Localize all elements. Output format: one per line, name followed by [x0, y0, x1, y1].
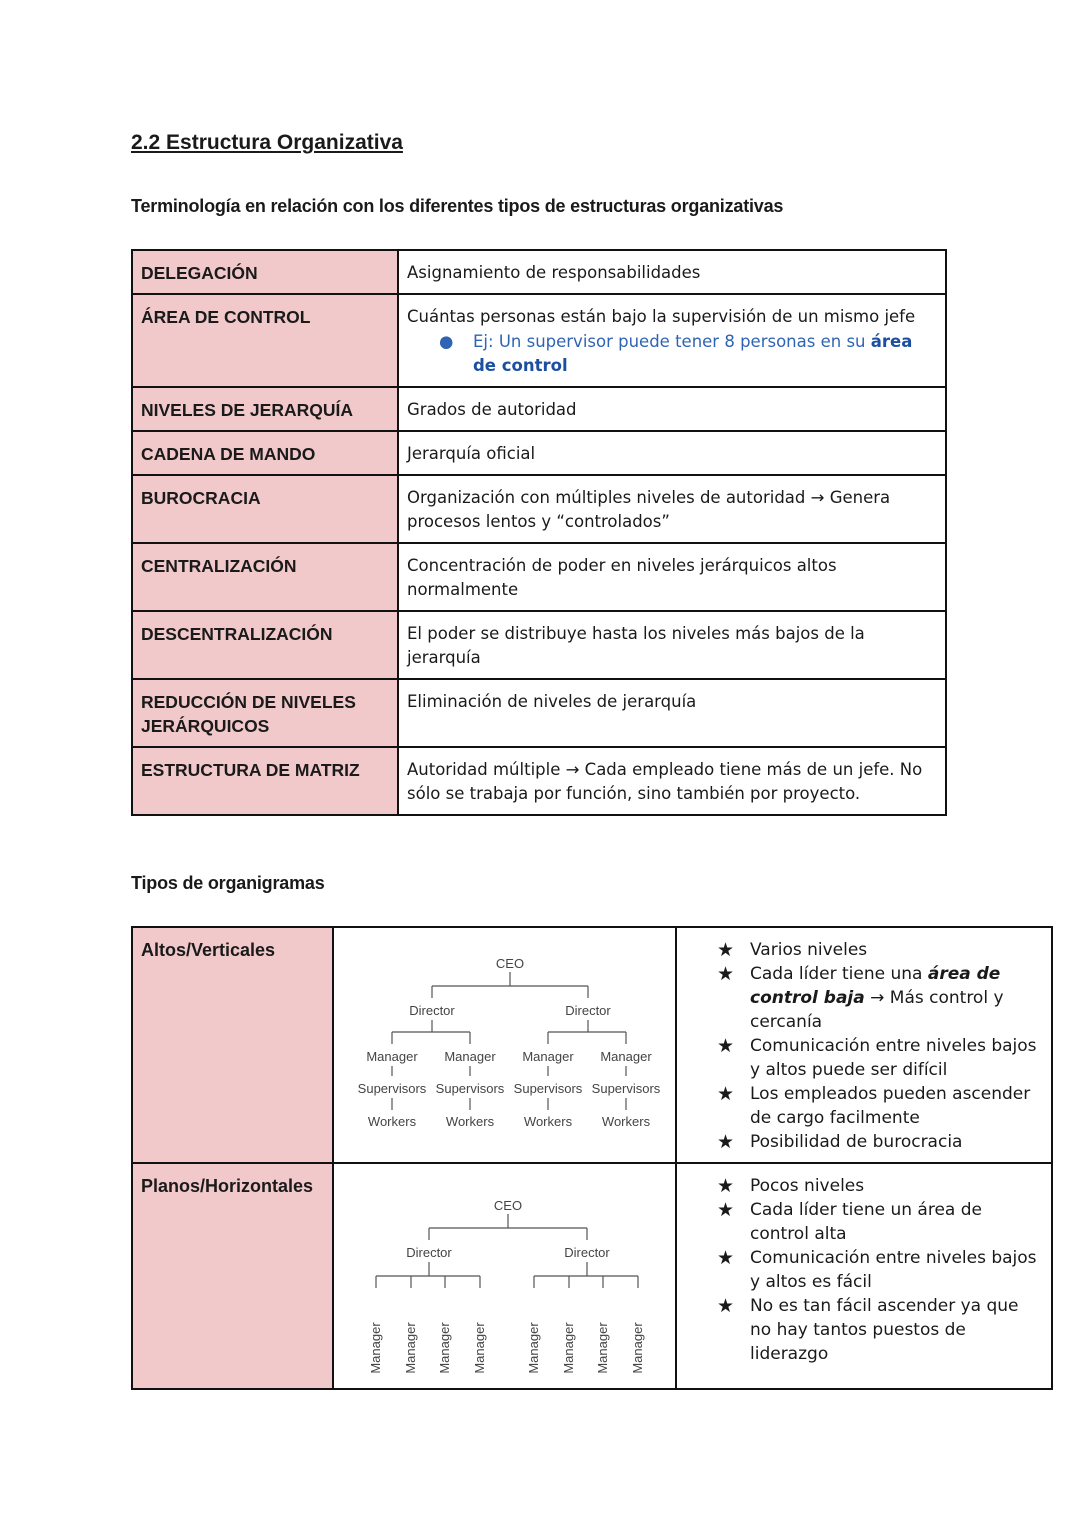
list-item: ★ Varios niveles — [717, 939, 868, 961]
chart-node-workers: Workers — [523, 1114, 573, 1129]
definition-cell: Jerarquía oficial — [398, 431, 946, 475]
organigram-type-cell: Altos/Verticales — [132, 927, 333, 1163]
chart-node-supervisors: Supervisors — [513, 1081, 583, 1096]
term-cell: REDUCCIÓN DE NIVELES JERÁRQUICOS — [132, 679, 398, 747]
chart-node-manager: Manager — [403, 1322, 418, 1374]
table-row — [132, 250, 946, 294]
chart-node-director: Director — [565, 1003, 611, 1018]
table-row — [132, 1163, 1052, 1389]
star-icon: ★ — [717, 1247, 735, 1269]
chart-node-workers: Workers — [367, 1114, 417, 1129]
chart-node-ceo: CEO — [493, 1198, 523, 1213]
chart-node-manager: Manager — [437, 1322, 452, 1374]
definition-cell: Eliminación de niveles de jerarquía — [398, 679, 946, 747]
organigram-points-cell — [676, 927, 1052, 1163]
chart-node-director: Director — [406, 1245, 452, 1260]
chart-node-manager: Manager — [630, 1322, 645, 1374]
organigrams-heading: Tipos de organigramas — [131, 873, 325, 893]
organigram-type-cell: Planos/Horizontales — [132, 1163, 333, 1389]
chart-node-supervisors: Supervisors — [357, 1081, 427, 1096]
table-row — [132, 475, 946, 543]
organigrams-table — [131, 926, 1053, 1390]
list-item: ★ Comunicación entre niveles bajos y altos puede ser difícil — [717, 1035, 1037, 1080]
table-row — [132, 927, 1052, 1163]
list-item: ★ Cada líder tiene un área de control alta — [717, 1199, 982, 1244]
chart-node-director: Director — [564, 1245, 610, 1260]
flat-org-chart — [333, 1163, 676, 1389]
star-icon: ★ — [717, 939, 735, 961]
chart-node-ceo: CEO — [495, 956, 525, 971]
term-cell: DESCENTRALIZACIÓN — [132, 611, 398, 679]
table-row — [132, 543, 946, 611]
star-icon: ★ — [717, 963, 735, 985]
example-text: Ej: Un supervisor puede tener 8 personas en su área de control — [473, 332, 913, 375]
definition-cell: El poder se distribuye hasta los niveles más bajos de la jerarquía — [398, 611, 946, 679]
chart-node-manager: Manager — [368, 1322, 383, 1374]
list-item: ★ Pocos niveles — [717, 1175, 865, 1197]
list-item: ★ Posibilidad de burocracia — [717, 1131, 963, 1153]
term-cell: DELEGACIÓN — [132, 250, 398, 294]
chart-node-supervisors: Supervisors — [435, 1081, 505, 1096]
definition-cell: Organización con múltiples niveles de autoridad → Genera procesos lentos y “controlados” — [398, 475, 946, 543]
chart-node-manager: Manager — [522, 1049, 574, 1064]
chart-node-manager: Manager — [526, 1322, 541, 1374]
chart-node-workers: Workers — [445, 1114, 495, 1129]
terminology-heading: Terminología en relación con los diferentes tipos de estructuras organizativas — [131, 196, 784, 216]
example-bullet — [407, 330, 937, 378]
term-cell: CADENA DE MANDO — [132, 431, 398, 475]
table-row — [132, 611, 946, 679]
star-icon: ★ — [717, 1083, 735, 1105]
points-list — [717, 938, 1041, 1154]
term-cell: ÁREA DE CONTROL — [132, 294, 398, 387]
tall-org-chart-diagram — [334, 928, 675, 1160]
chart-node-workers: Workers — [601, 1114, 651, 1129]
chart-node-manager: Manager — [444, 1049, 496, 1064]
table-row — [132, 747, 946, 815]
star-icon: ★ — [717, 1175, 735, 1197]
term-cell: NIVELES DE JERARQUÍA — [132, 387, 398, 431]
table-row — [132, 294, 946, 387]
organigram-points-cell — [676, 1163, 1052, 1389]
definition-cell: Concentración de poder en niveles jerárquicos altos normalmente — [398, 543, 946, 611]
chart-node-manager: Manager — [472, 1322, 487, 1374]
bullet-dot-icon: ● — [439, 332, 454, 351]
definition-cell — [398, 294, 946, 387]
chart-node-manager: Manager — [595, 1322, 610, 1374]
list-item: ★ Los empleados pueden ascender de cargo facilmente — [717, 1083, 1031, 1128]
definition-cell: Asignamiento de responsabilidades — [398, 250, 946, 294]
list-item: ★ Cada líder tiene una área de control baja → Más control y cercanía — [717, 963, 1004, 1032]
list-item: ★ Comunicación entre niveles bajos y altos es fácil — [717, 1247, 1037, 1292]
tall-org-chart — [333, 927, 676, 1163]
chart-node-supervisors: Supervisors — [591, 1081, 661, 1096]
terminology-table — [131, 249, 947, 816]
star-icon: ★ — [717, 1295, 735, 1317]
term-cell: CENTRALIZACIÓN — [132, 543, 398, 611]
star-icon: ★ — [717, 1131, 735, 1153]
term-cell: BUROCRACIA — [132, 475, 398, 543]
term-cell: ESTRUCTURA DE MATRIZ — [132, 747, 398, 815]
definition-text: Cuántas personas están bajo la supervisión de un mismo jefe — [407, 307, 916, 326]
page-title: 2.2 Estructura Organizativa — [131, 131, 403, 154]
points-list — [717, 1174, 1041, 1366]
chart-node-director: Director — [409, 1003, 455, 1018]
list-item: ★ No es tan fácil ascender ya que no hay tantos puestos de liderazgo — [717, 1295, 1019, 1364]
chart-node-manager: Manager — [561, 1322, 576, 1374]
chart-node-manager: Manager — [600, 1049, 652, 1064]
table-row — [132, 431, 946, 475]
table-row — [132, 679, 946, 747]
chart-node-manager: Manager — [366, 1049, 418, 1064]
definition-cell: Autoridad múltiple → Cada empleado tiene más de un jefe. No sólo se trabaja por función, sino también por proyecto. — [398, 747, 946, 815]
star-icon: ★ — [717, 1199, 735, 1221]
star-icon: ★ — [717, 1035, 735, 1057]
definition-cell: Grados de autoridad — [398, 387, 946, 431]
table-row — [132, 387, 946, 431]
flat-org-chart-diagram — [334, 1164, 675, 1386]
